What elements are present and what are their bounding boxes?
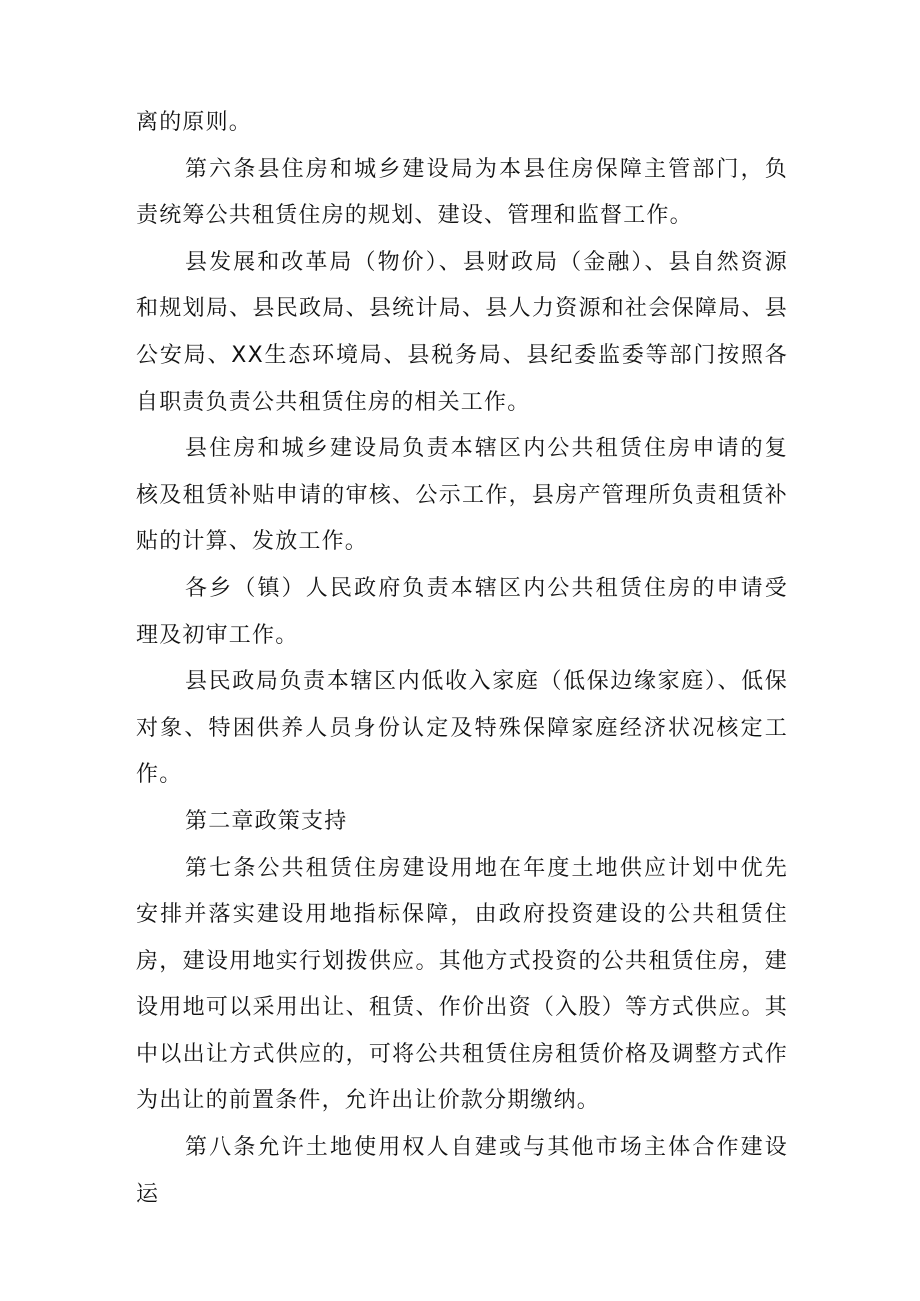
paragraph-article-8: 第八条允许土地使用权人自建或与其他市场主体合作建设运 <box>136 1135 788 1207</box>
paragraph-departments: 县发展和改革局（物价）、县财政局（金融）、县自然资源和规划局、县民政局、县统计局、县人力资源和社会保障局、县公安局、XX生态环境局、县税务局、县纪委监委等部门按照各自职责负责公共租赁住房的相关工作。 <box>136 249 788 415</box>
paragraph-article-6: 第六条县住房和城乡建设局为本县住房保障主管部门，负责统筹公共租赁住房的规划、建设、管理和监督工作。 <box>136 156 788 229</box>
paragraph-township-governments: 各乡（镇）人民政府负责本辖区内公共租赁住房的申请受理及初审工作。 <box>136 575 788 648</box>
document-body <box>136 100 788 1218</box>
chapter-heading: 第二章政策支持 <box>185 808 348 834</box>
paragraph-article-7: 第七条公共租赁住房建设用地在年度土地供应计划中优先安排并落实建设用地指标保障，由政府投资建设的公共租赁住房，建设用地实行划拨供应。其他方式投资的公共租赁住房，建设用地可以采用出让、租赁、作价出资（入股）等方式供应。其中以出让方式供应的，可将公共租赁住房租赁价格及调整方式作为出让的前置条件，允许出让价款分期缴纳。 <box>136 855 788 1114</box>
paragraph-housing-bureau: 县住房和城乡建设局负责本辖区内公共租赁住房申请的复核及租赁补贴申请的审核、公示工作，县房产管理所负责租赁补贴的计算、发放工作。 <box>136 436 788 555</box>
paragraph-continuation: 离的原则。 <box>136 110 253 135</box>
paragraph-civil-affairs: 县民政局负责本辖区内低收入家庭（低保边缘家庭）、低保对象、特困供养人员身份认定及特殊保障家庭经济状况核定工作。 <box>136 669 788 788</box>
